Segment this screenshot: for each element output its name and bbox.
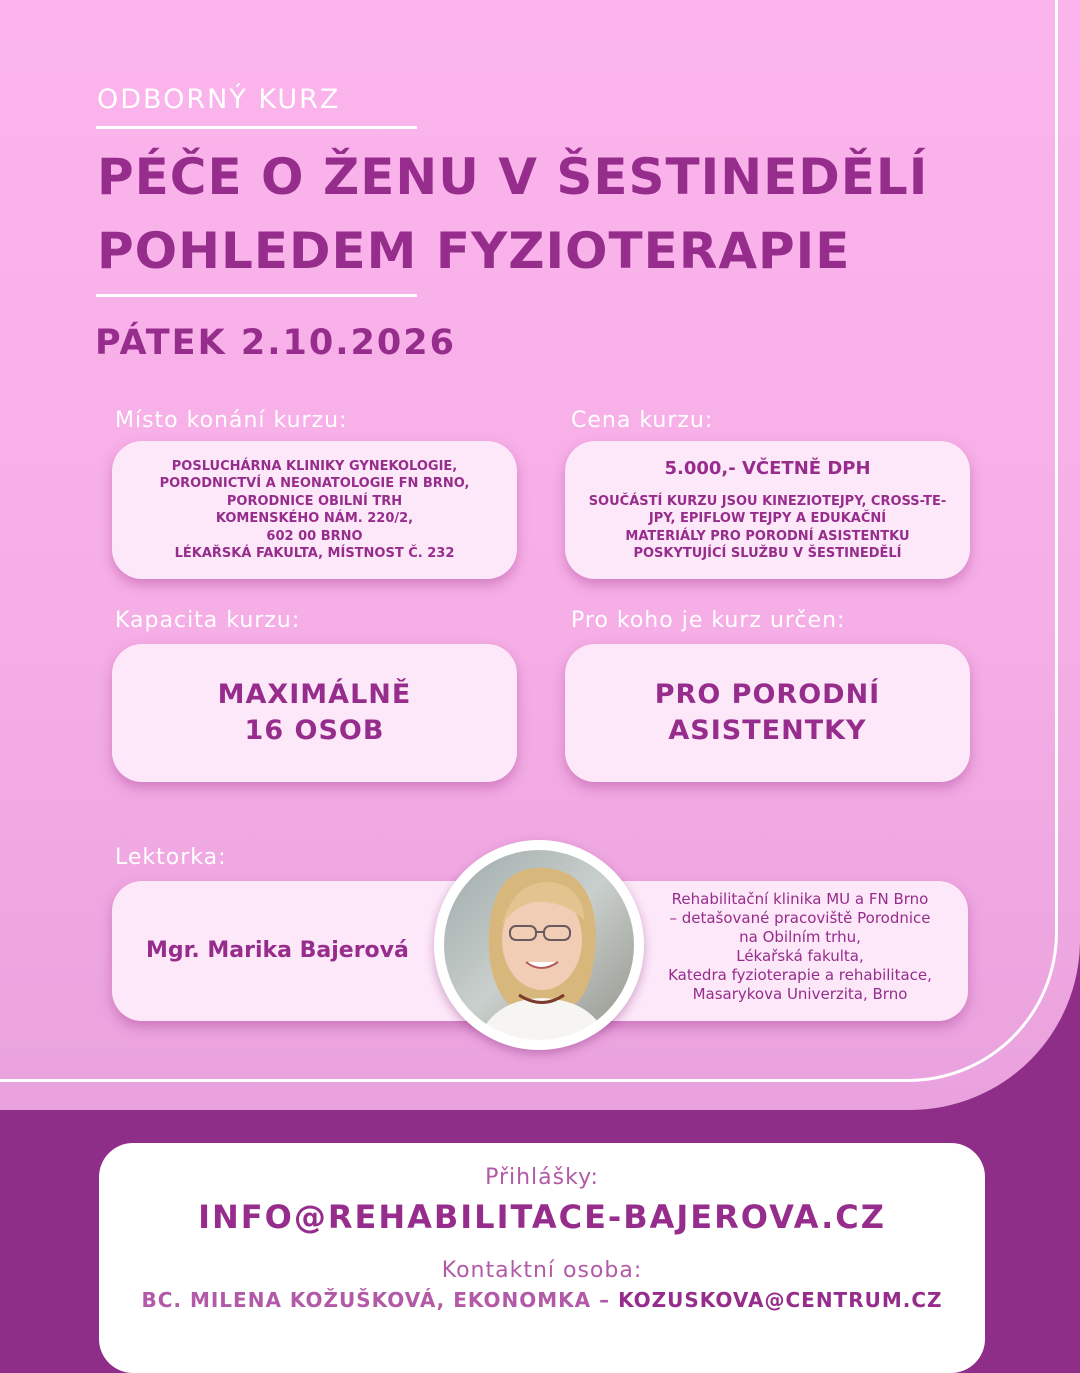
venue-line: POSLUCHÁRNA KLINIKY GYNEKOLOGIE, xyxy=(171,458,458,474)
venue-card xyxy=(112,441,517,579)
venue-line: KOMENSKÉHO NÁM. 220/2, xyxy=(215,511,414,526)
capacity-line-1: MAXIMÁLNĚ xyxy=(217,679,412,710)
affiliation-line: Katedra fyzioterapie a rehabilitace, xyxy=(668,966,932,984)
venue-label: Místo konání kurzu: xyxy=(115,408,348,433)
signup-label: Přihlášky: xyxy=(485,1165,599,1190)
capacity-label: Kapacita kurzu: xyxy=(115,608,301,633)
title-line-2: POHLEDEM FYZIOTERAPIE xyxy=(97,222,851,280)
signup-email-link[interactable]: INFO@REHABILITACE-BAJEROVA.CZ xyxy=(198,1198,886,1236)
course-title xyxy=(97,140,928,288)
price-line: SOUČÁSTÍ KURZU JSOU KINEZIOTEJPY, CROSS-TE- xyxy=(588,493,947,509)
contact-line xyxy=(99,1288,985,1312)
audience-line-2: ASISTENTKY xyxy=(668,715,867,746)
lecturer-photo xyxy=(434,840,644,1050)
divider-top xyxy=(96,126,417,129)
price-includes xyxy=(589,493,947,563)
affiliation-line: Masarykova Univerzita, Brno xyxy=(692,985,908,1003)
course-type: ODBORNÝ KURZ xyxy=(97,84,341,115)
price-card xyxy=(565,441,970,579)
audience-card xyxy=(565,644,970,782)
capacity-card xyxy=(112,644,517,782)
lecturer-label: Lektorka: xyxy=(115,845,227,870)
title-line-1: PÉČE O ŽENU V ŠESTINEDĚLÍ xyxy=(97,148,929,206)
venue-line: PORODNICTVÍ A NEONATOLOGIE FN BRNO, xyxy=(159,476,470,491)
contact-email-link[interactable]: KOZUSKOVA@CENTRUM.CZ xyxy=(618,1288,943,1312)
venue-line: LÉKAŘSKÁ FAKULTA, MÍSTNOST Č. 232 xyxy=(174,546,455,561)
lecturer-affiliation xyxy=(650,890,950,1004)
venue-address xyxy=(160,458,470,563)
divider-bottom xyxy=(96,294,417,297)
lecturer-name: Mgr. Marika Bajerová xyxy=(146,938,409,963)
affiliation-line: – detašované pracoviště Porodnice xyxy=(669,909,931,927)
price-line: JPY, EPIFLOW TEJPY A EDUKAČNÍ xyxy=(648,511,887,526)
price-line: POSKYTUJÍCÍ SLUŽBU V ŠESTINEDĚLÍ xyxy=(633,546,902,561)
contact-label: Kontaktní osoba: xyxy=(441,1258,643,1283)
course-date: PÁTEK 2.10.2026 xyxy=(95,323,456,363)
audience-label: Pro koho je kurz určen: xyxy=(571,608,846,633)
affiliation-line: na Obilním trhu, xyxy=(739,928,861,946)
contact-person: BC. MILENA KOŽUŠKOVÁ, EKONOMKA – xyxy=(141,1288,611,1312)
price-amount: 5.000,- VČETNĚ DPH xyxy=(664,457,871,479)
price-line: MATERIÁLY PRO PORODNÍ ASISTENTKU xyxy=(625,528,910,544)
price-label: Cena kurzu: xyxy=(571,408,714,433)
venue-line: PORODNICE OBILNÍ TRH xyxy=(226,493,403,509)
affiliation-line: Rehabilitační klinika MU a FN Brno xyxy=(671,890,929,908)
portrait-image xyxy=(434,840,644,1050)
affiliation-line: Lékařská fakulta, xyxy=(736,947,864,965)
audience-line-1: PRO PORODNÍ xyxy=(654,679,881,710)
venue-line: 602 00 BRNO xyxy=(266,528,363,544)
capacity-line-2: 16 OSOB xyxy=(244,715,385,746)
